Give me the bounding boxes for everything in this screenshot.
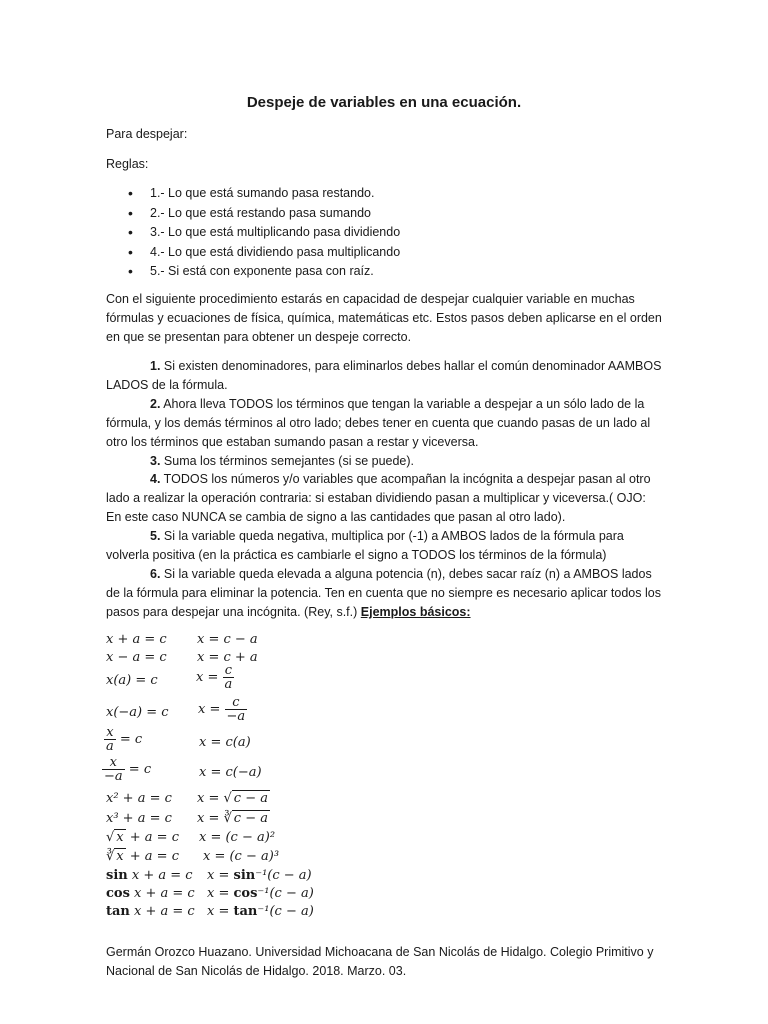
step-item [106,452,662,471]
step-item [106,565,662,622]
rules-list [128,184,400,282]
step-number: 5. [150,529,161,544]
solution: x = (c − a)³ [203,849,280,864]
step-item [106,357,662,395]
examples-label: Ejemplos básicos: [360,604,471,619]
intro-text: Para despejar: [106,127,188,141]
step-item [106,395,662,452]
solution: x = c + a [197,650,258,665]
rule-item: • 5.- Si está con exponente pasa con raíz. [128,262,400,282]
solution: x = √ c − a [197,791,268,806]
solution: x = $\frac{c}{a}$ [196,663,233,692]
equation: tan x + a = c [106,904,195,919]
step-number: 1. [150,359,161,373]
equation: $\frac{x}{a}$ = c [106,725,143,754]
step-number: 2. [150,396,161,411]
solution: x = (c − a)² [199,830,276,845]
step-number: 3. [150,453,161,468]
solution: x = ∛ c − a [197,811,268,826]
equation: √ x + a = c [106,830,179,845]
equation: ∛ x + a = c [106,849,179,864]
step-text: Suma los términos semejantes (si se puede). [160,453,415,468]
solution: x = c(a) [199,735,251,750]
rule-item: • 3.- Lo que está multiplicando pasa dividiendo [128,223,400,243]
step-number: 6. [150,566,161,581]
solution: x = cos⁻¹(c − a) [207,886,314,901]
equation: x − a = c [106,650,167,665]
rule-item: • 2.- Lo que está restando pasa sumando [128,204,400,224]
equation: $\frac{x}{-a}$ = c [104,755,152,784]
solution: x = c(−a) [199,765,262,780]
equation: x³ + a = c [106,811,172,826]
equation: sin x + a = c [106,868,193,883]
solution: x = tan⁻¹(c − a) [207,904,314,919]
footer-citation: Germán Orozco Huazano. Universidad Michoacana de San Nicolás de Hidalgo. Colegio Primitivo y Nacional de San Nicolás de Hidalgo. 2018. Marzo. 03. [106,945,654,978]
equation: x(a) = c [106,673,158,688]
solution: x = sin⁻¹(c − a) [207,868,312,883]
equation: x² + a = c [106,791,172,806]
step-text: Si la variable queda elevada a alguna potencia (n), debes sacar raíz (n) a AMBOS lados de la fórmula para eliminar la potencia. Ten en cuenta que no siempre es necesario aplicar todos los pasos para despejar una incógnita. (Rey, s.f.) [106,566,661,619]
equation: x(−a) = c [106,705,169,720]
rule-item: • 4.- Lo que está dividiendo pasa multiplicando [128,243,400,263]
step-number: 4. [150,472,161,487]
step-text: Si la variable queda negativa, multiplica por (-1) a AMBOS lados de la fórmula para volverla positiva (en la práctica es cambiarle el signo a TODOS los términos de la fórmula) [106,529,624,563]
page-title: Despeje de variables en una ecuación. [246,94,522,111]
step-text: TODOS los números y/o variables que acompañan la incógnita a despejar pasan al otro lado a realizar la operación contraria: si estaban dividiendo pasan a multiplicar y viceversa.( OJO: En este caso NUNCA se cambia de signo a las cantidades que pasan al otro lado). [106,472,651,525]
procedure-paragraph: Con el siguiente procedimiento estarás en capacidad de despejar cualquier variable en muchas fórmulas y ecuaciones de física, química, matemáticas etc. Estos pasos deben aplicarse en el orden en que se presentan para obtener un despeje correcto. [106,292,662,344]
step-text: Si existen denominadores, para eliminarlos debes hallar el común denominador AAMBOS LADOS de la fórmula. [106,359,662,392]
step-text: Ahora lleva TODOS los términos que tengan la variable a despejar a un sólo lado de la fórmula, y los demás términos al otro lado; debes tener en cuenta que cuando pasas de un lado al otro los términos que estaban sumando pasan a restar y viceversa. [106,396,651,449]
step-item [106,470,662,527]
steps-list [106,357,662,622]
equation: x + a = c [106,632,167,647]
equation: cos x + a = c [106,886,195,901]
rule-item: • 1.- Lo que está sumando pasa restando. [128,184,400,204]
solution: x = c − a [197,632,258,647]
step-item [106,527,662,565]
solution: x = $\frac{c}{-a}$ [198,695,246,724]
rules-heading: Reglas: [106,157,149,171]
